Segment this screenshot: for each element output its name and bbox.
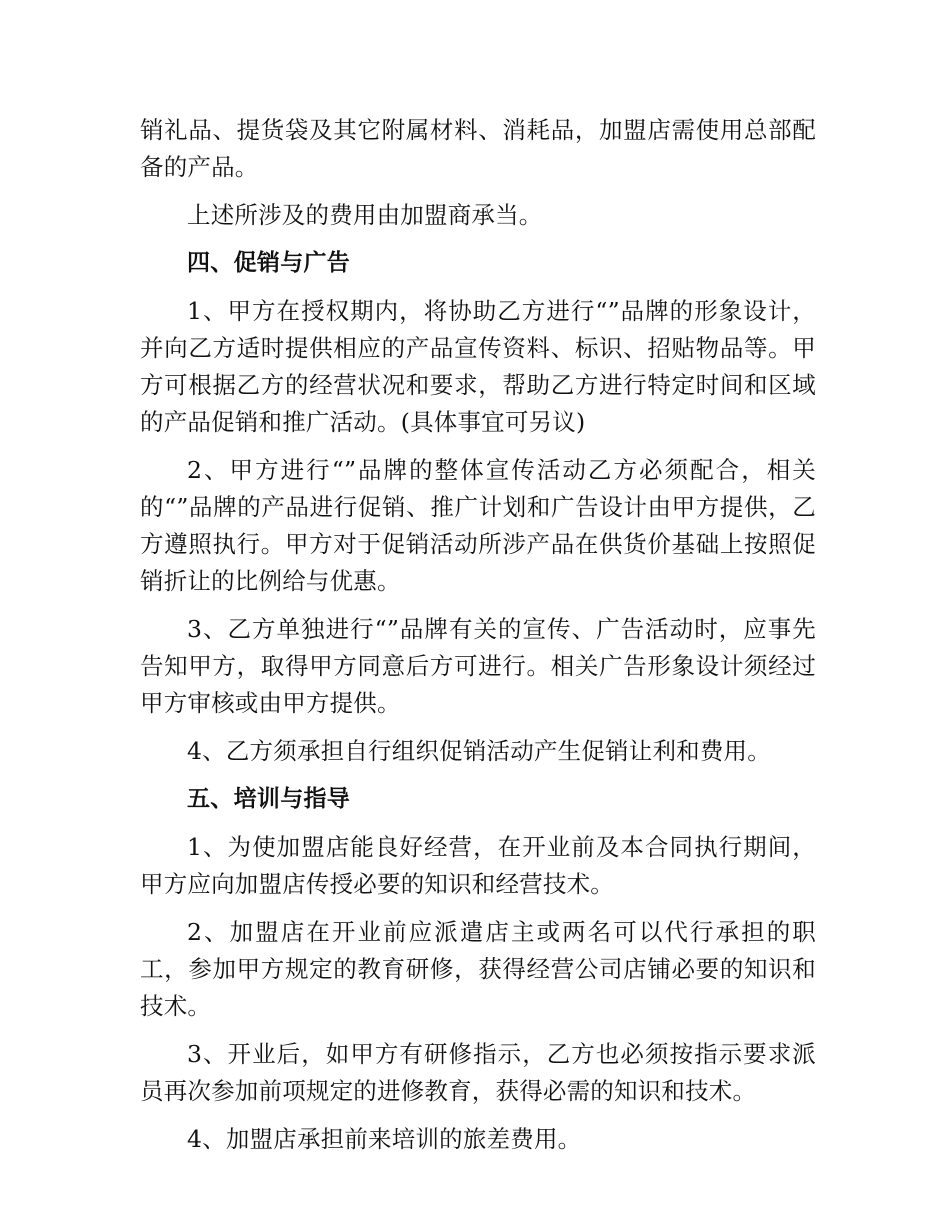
document-page — [140, 112, 816, 1169]
section-heading-promotion: 四、促销与广告 — [187, 250, 351, 276]
promotion-item-2: 2、甲方进行“”品牌的整体宣传活动乙方必须配合，相关的“”品牌的产品进行促销、推广计划和广告设计由甲方提供，乙方遵照执行。甲方对于促销活动所涉产品在供货价基础上按照促销折让的比例给与优惠。 — [140, 456, 816, 595]
section-heading-training: 五、培训与指导 — [187, 786, 351, 812]
promotion-item-3: 3、乙方单独进行“”品牌有关的宣传、广告活动时，应事先告知甲方，取得甲方同意后方可进行。相关广告形象设计须经过甲方审核或由甲方提供。 — [140, 615, 816, 717]
continuation-paragraph: 销礼品、提货袋及其它附属材料、消耗品，加盟店需使用总部配备的产品。 — [140, 116, 816, 181]
training-item-1: 1、为使加盟店能良好经营，在开业前及本合同执行期间，甲方应向加盟店传授必要的知识和经营技术。 — [140, 833, 816, 898]
promotion-item-4: 4、乙方须承担自行组织促销活动产生促销让利和费用。 — [187, 737, 771, 765]
training-item-4: 4、加盟店承担前来培训的旅差费用。 — [187, 1125, 582, 1153]
promotion-item-1: 1、甲方在授权期内，将协助乙方进行“”品牌的形象设计，并向乙方适时提供相应的产品宣传资料、标识、招贴物品等。甲方可根据乙方的经营状况和要求，帮助乙方进行特定时间和区域的产品促销和推广活动。(具体事宜可另议) — [140, 297, 816, 436]
fees-note-paragraph: 上述所涉及的费用由加盟商承当。 — [187, 201, 543, 229]
training-item-3: 3、开业后，如甲方有研修指示，乙方也必须按指示要求派员再次参加前项规定的进修教育，获得必需的知识和技术。 — [140, 1040, 816, 1105]
training-item-2: 2、加盟店在开业前应派遣店主或两名可以代行承担的职工，参加甲方规定的教育研修，获得经营公司店铺必要的知识和技术。 — [140, 918, 816, 1020]
